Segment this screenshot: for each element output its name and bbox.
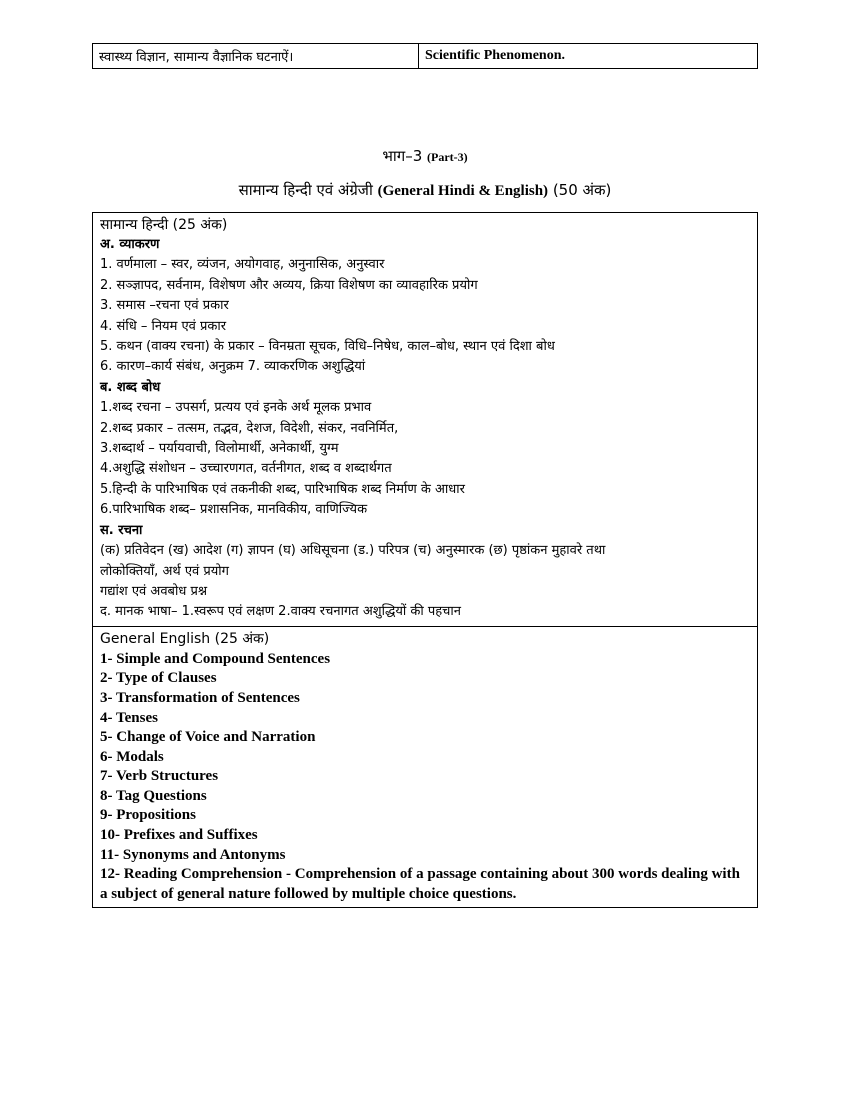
part-heading xyxy=(0,146,850,166)
topic-english-cell: Scientific Phenomenon. xyxy=(419,44,758,69)
list-item: 12- Reading Comprehension - Comprehension of a passage containing about 300 words dealing with a subject of general nature followed by multiple choice questions. xyxy=(100,866,740,902)
part-heading-hindi: भाग–3 xyxy=(382,147,423,165)
list-item: द. मानक भाषा– 1.स्वरूप एवं लक्षण 2.वाक्य रचनागत अशुद्धियों की पहचान xyxy=(100,604,461,620)
topic-hindi-cell: स्वास्थ्य विज्ञान, सामान्य वैज्ञानिक घटनाऐं। xyxy=(93,44,419,69)
list-item: 7- Verb Structures xyxy=(100,768,219,785)
list-item: 3- Transformation of Sentences xyxy=(100,689,300,706)
list-item: 4- Tenses xyxy=(100,709,158,726)
list-item: 5- Change of Voice and Narration xyxy=(100,729,316,746)
list-item: (क) प्रतिवेदन (ख) आदेश (ग) ज्ञापन (घ) अधिसूचना (ड.) परिपत्र (च) अनुस्मारक (छ) पृष्ठांकन मुहावरे तथा xyxy=(100,543,606,559)
table-row xyxy=(93,44,758,69)
paper-title xyxy=(0,180,850,200)
vocabulary-heading: ब. शब्द बोध xyxy=(100,379,161,395)
composition-heading: स. रचना xyxy=(100,522,143,538)
list-item: 6- Modals xyxy=(100,748,164,765)
list-item: 5. कथन (वाक्य रचना) के प्रकार – विनम्रता सूचक, विधि–निषेध, काल–बोध, स्थान एवं दिशा बोध xyxy=(100,339,555,355)
list-item: 10- Prefixes and Suffixes xyxy=(100,827,258,844)
list-item: 2. सञ्ज्ञापद, सर्वनाम, विशेषण और अव्यय, क्रिया विशेषण का व्यावहारिक प्रयोग xyxy=(100,277,478,293)
general-english-section xyxy=(93,627,757,908)
list-item: 6. कारण–कार्य संबंध, अनुक्रम 7. व्याकरणिक अशुद्धियां xyxy=(100,359,366,375)
paper-title-hindi: सामान्य हिन्दी एवं अंग्रेजी xyxy=(238,181,373,199)
previous-syllabus-table xyxy=(92,43,758,69)
list-item: 3. समास –रचना एवं प्रकार xyxy=(100,298,229,314)
list-item: गद्यांश एवं अवबोध प्रश्न xyxy=(100,583,208,599)
list-item: 5.हिन्दी के पारिभाषिक एवं तकनीकी शब्द, पारिभाषिक शब्द निर्माण के आधार xyxy=(100,481,465,497)
list-item: 8- Tag Questions xyxy=(100,787,207,804)
section-title-english: General English (25 अंक) xyxy=(100,630,270,647)
section-title-hindi: सामान्य हिन्दी (25 अंक) xyxy=(100,217,228,233)
list-item: 9- Propositions xyxy=(100,807,196,824)
list-item: 4.अशुद्धि संशोधन – उच्चारणगत, वर्तनीगत, शब्द व शब्दार्थगत xyxy=(100,461,392,477)
list-item: 3.शब्दार्थ – पर्यायवाची, विलोमार्थी, अनेकार्थी, युग्म xyxy=(100,441,339,457)
syllabus-box xyxy=(92,212,758,908)
list-item: लोकोक्तियाँ, अर्थ एवं प्रयोग xyxy=(100,563,229,579)
list-item: 1. वर्णमाला – स्वर, व्यंजन, अयोगवाह, अनुनासिक, अनुस्वार xyxy=(100,257,385,273)
list-item: 11- Synonyms and Antonyms xyxy=(100,846,286,863)
list-item: 1.शब्द रचना – उपसर्ग, प्रत्यय एवं इनके अर्थ मूलक प्रभाव xyxy=(100,400,372,416)
paper-title-english: (General Hindi & English) xyxy=(377,183,549,199)
part-heading-english: (Part-3) xyxy=(427,150,468,164)
list-item: 2.शब्द प्रकार – तत्सम, तद्भव, देशज, विदेशी, संकर, नवनिर्मित, xyxy=(100,420,399,436)
paper-title-marks: (50 अंक) xyxy=(552,181,612,199)
list-item: 1- Simple and Compound Sentences xyxy=(100,650,331,667)
grammar-heading: अ. व्याकरण xyxy=(100,237,160,252)
list-item: 4. संधि – नियम एवं प्रकार xyxy=(100,318,227,334)
list-item: 2- Type of Clauses xyxy=(100,670,217,687)
list-item: 6.पारिभाषिक शब्द– प्रशासनिक, मानविकीय, वाणिज्यिक xyxy=(100,502,368,518)
general-hindi-section xyxy=(93,213,757,627)
